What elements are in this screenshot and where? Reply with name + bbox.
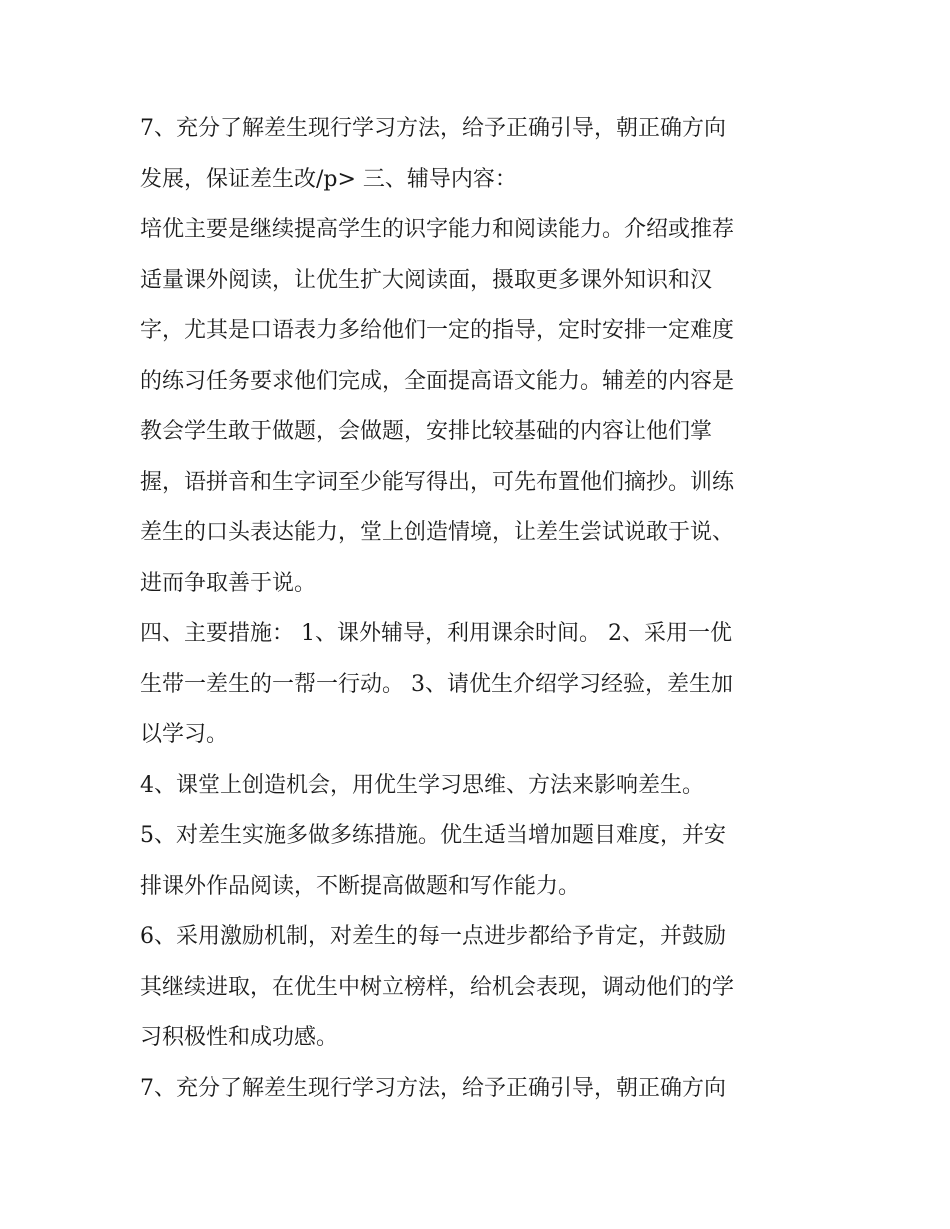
text-line: 7、充分了解差生现行学习方法，给予正确引导，朝正确方向 [140,1075,726,1101]
text-line: 习积极性和成功感。 [140,1025,339,1050]
text-line: 进而争取善于说。 [140,570,317,596]
text-line: 4、课堂上创造机会，用优生学习思维、方法来影响差生。 [140,772,704,798]
text-line: 6、采用激励机制，对差生的每一点进步都给予肯定，并鼓励 [140,924,726,949]
text-line: 适量课外阅读，让优生扩大阅读面，摄取更多课外知识和汉 [140,267,713,293]
text-line: 生带一差生的一帮一行动。 3、请优生介绍学习经验，差生加 [140,671,733,697]
document-body [140,104,820,1114]
text-line: 7、充分了解差生现行学习方法，给予正确引导，朝正确方向 [140,116,726,141]
text-line: 发展，保证差生改/p> 三、辅导内容： [140,166,517,192]
text-line: 字，尤其是口语表力多给他们一定的指导，定时安排一定难度 [140,318,735,343]
text-line: 培优主要是继续提高学生的识字能力和阅读能力。介绍或推荐 [140,217,735,242]
text-line: 其继续进取，在优生中树立榜样，给机会表现，调动他们的学 [140,974,735,1000]
text-line: 以学习。 [140,722,229,747]
text-line: 握，语拼音和生字词至少能写得出，可先布置他们摘抄。训练 [140,469,735,495]
text-line: 的练习任务要求他们完成，全面提高语文能力。辅差的内容是 [140,368,735,394]
text-line: 5、对差生实施多做多练措施。优生适当增加题目难度，并安 [140,823,726,848]
text-line: 差生的口头表达能力，堂上创造情境，让差生尝试说敢于说、 [140,520,735,545]
text-line: 教会学生敢于做题，会做题，安排比较基础的内容让他们掌 [140,419,713,444]
text-line: 排课外作品阅读，不断提高做题和写作能力。 [140,873,581,899]
text-line: 四、主要措施： 1、课外辅导，利用课余时间。 2、采用一优 [140,621,732,646]
